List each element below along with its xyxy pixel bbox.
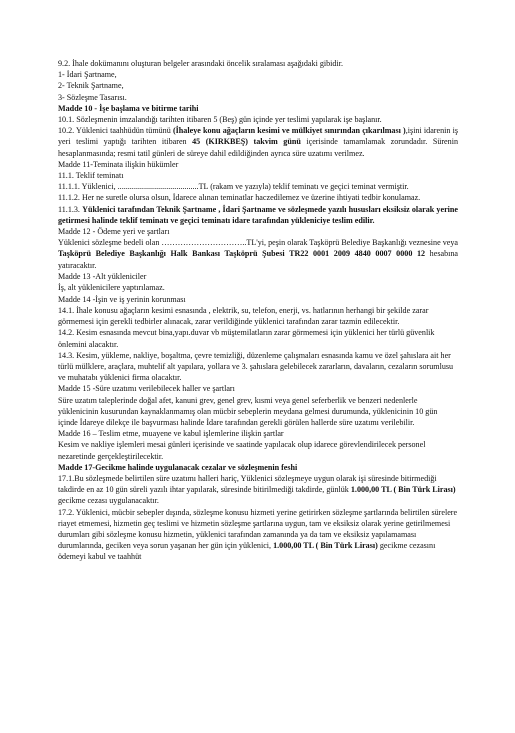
- text-run: Madde 16 – Teslim etme, muayene ve kabul işlemlerine ilişkin şartlar: [58, 429, 284, 439]
- text-run: 17.1.Bu sözleşmede belirtilen süre uzatımı halleri hariç, Yüklenici sözleşmeye uygun olarak işi süresinde bitirmediği takdirde en az 10 gün süreli yazılı ihtar yapılarak, süresinde bitirilmediği takdirde, günlük: [58, 474, 437, 495]
- text-run: ,işini idarenin iş yeri teslimi yaptığı tarihten itibaren: [58, 126, 458, 147]
- text-run: Süre uzatım taleplerinde doğal afet, kanuni grev, genel grev, kısmi veya genel seferberlik ve benzeri nedenlerle yüklenicinin kusurundan kaynaklanmamış olan mücbir sebeplerin meydana gelmesi durumunda, yüklenicinin 10 gün içinde İdareye dilekçe ile başvurması halinde İdare tarafından gerekli görülen hallerde süre uzatımı verilebilir.: [58, 395, 438, 427]
- text-run: gecikme cezasını ödemeyi kabul ve taahhüt: [58, 541, 436, 562]
- text-run: hesabına yatıracaktır.: [58, 249, 458, 270]
- text-run: Madde 11-Teminata ilişkin hükümler: [58, 159, 179, 169]
- text-run: 11.1.2. Her ne suretle olursa olsun, İdarece alınan teminatlar haczedilemez ve üzerine ihtiyati tedbir konulamaz.: [58, 193, 421, 203]
- list-item-idari-sartname: [58, 69, 458, 80]
- text-run: 10.1. Sözleşmenin imzalandığı tarihten itibaren 5 (Beş) gün içinde yer teslimi yapılarak işe başlanır.: [58, 115, 382, 125]
- paragraph-11-1-2: [58, 192, 458, 203]
- text-run: gecikme cezası uygulanacaktır.: [58, 496, 159, 506]
- bold-text-run: (İhaleye konu ağaçların kesimi ve mülkiyet sınırından çıkarılması ): [172, 126, 406, 136]
- heading-madde-15: [58, 383, 458, 394]
- paragraph-11-1-1: [58, 181, 458, 192]
- text-run: 14.2. Kesim esnasında mevcut bina,yapı.duvar vb müştemilatların zarar görmemesi için yüklenici her türlü güvenlik önlemini alacaktır.: [58, 328, 435, 349]
- heading-madde-11: [58, 159, 458, 170]
- text-run: Madde 12 - Ödeme yeri ve şartları: [58, 227, 170, 237]
- document-page: [58, 58, 458, 563]
- bold-text-run: Yüklenici tarafından Teknik Şartname , İdari Şartname ve sözleşmede yazılı hususları eksiksiz olarak yerine getirmesi halinde teklif teminatı ve geçici teminatı idare tarafından yükleniciye teslim edilir.: [58, 204, 459, 225]
- text-run: 1- İdari Şartname,: [58, 70, 117, 80]
- paragraph-14-3: [58, 350, 458, 384]
- paragraph-17-2: [58, 507, 458, 563]
- bold-text-run: Taşköprü Belediye Başkanlığı Halk Bankası Taşköprü Şubesi TR22 0001 2009 4840 0007 0000 12: [58, 249, 426, 259]
- heading-madde-10: [58, 103, 458, 114]
- bold-text-run: 1.000,00 TL ( Bin Türk Lirası): [350, 485, 456, 495]
- paragraph-10-2: [58, 125, 458, 159]
- heading-madde-12: [58, 226, 458, 237]
- text-run: 11.1.3.: [58, 204, 83, 214]
- paragraph-subcontractors: [58, 282, 458, 293]
- text-run: Madde 17-Gecikme halinde uygulanacak cezalar ve sözleşmenin feshi: [58, 462, 298, 472]
- paragraph-14-1: [58, 305, 458, 327]
- text-run: 2- Teknik Şartname,: [58, 81, 124, 91]
- text-run: Yüklenici sözleşme bedeli olan …………………………..TL'yi, peşin olarak Taşköprü Belediye Başkanlığı veznesine veya: [58, 238, 458, 248]
- text-run: Kesim ve nakliye işlemleri mesai günleri içerisinde ve saatinde yapılacak olup idarece görevlendirilecek personel nezaretinde gerçekleştirilecektir.: [58, 440, 426, 461]
- paragraph-9-2-precedence: [58, 58, 458, 69]
- text-run: Madde 13 -Alt yükleniciler: [58, 271, 147, 281]
- heading-madde-14: [58, 294, 458, 305]
- text-run: 14.3. Kesim, yükleme, nakliye, boşaltma, çevre temizliği, düzenleme çalışmaları esnasında kamu ve özel şahıslara ait her türlü mülklere, araçlara, muhtelif alt yapılara, yollara ve 3. şahıslara gelebilecek zararların, davaların, cezaların sorumlusu ve muhatabı yüklenici firma olacaktır.: [58, 350, 454, 383]
- paragraph-10-1: [58, 114, 458, 125]
- text-run: 17.2. Yüklenici, mücbir sebepler dışında, sözleşme konusu hizmeti yerine getirirken sözleşme şartlarında belirtilen sürelere riayet etmemesi, hizmetin geç teslimi ve hizmetin sözleşme şartlarına uygun, tam ve eksiksiz olarak yerine getirilmemesi durumları gibi sözleşme konusu hizmetin, yüklenici tarafından zamanında ya da tam ve eksiksiz yapılamaması durumlarında, geciken veya sorun yaşanan her gün için yüklenici,: [58, 507, 458, 551]
- paragraph-time-extension: [58, 395, 458, 429]
- text-run: Madde 15 -Süre uzatımı verilebilecek haller ve şartları: [58, 384, 235, 394]
- subheading-11-1: [58, 170, 458, 181]
- text-run: 9.2. İhale dokümanını oluşturan belgeler arasındaki öncelik sıralaması aşağıdaki gibidir.: [58, 59, 344, 68]
- text-run: İş, alt yüklenicilere yaptırılamaz.: [58, 283, 165, 293]
- heading-madde-17: [58, 462, 458, 473]
- paragraph-delivery: [58, 439, 458, 461]
- list-item-teknik-sartname: [58, 80, 458, 91]
- heading-madde-16: [58, 428, 458, 439]
- heading-madde-13: [58, 271, 458, 282]
- paragraph-17-1: [58, 473, 458, 507]
- text-run: 11.1.1. Yüklenici, ........................................TL (rakam ve yazıyla) teklif teminatı ve geçici teminat vermiştir.: [58, 182, 409, 192]
- text-run: içerisinde tamamlamak zorundadır. Sürenin hesaplanmasında; resmi tatil günleri de süreye dahil edildiğinden ayrıca süre uzatımı verilmez.: [58, 137, 458, 158]
- paragraph-14-2: [58, 327, 458, 349]
- text-run: 3- Sözleşme Tasarısı.: [58, 92, 127, 102]
- text-run: 14.1. İhale konusu ağaçların kesimi esnasında , elektrik, su, telefon, enerji, vs. hatlarının herhangi bir şekilde zarar görmemesi için gerekli tedbirler alınacak, zarar verildiğinde yüklenici tarafından zarar tazmin edilecektir.: [58, 305, 429, 327]
- bold-text-run: 45 (KIRKBEŞ) takvim günü: [192, 137, 301, 147]
- paragraph-11-1-3: [58, 204, 458, 226]
- list-item-sozlesme-tasarisi: [58, 92, 458, 103]
- text-run: Madde 14 -İşin ve iş yerinin korunması: [58, 294, 186, 304]
- text-run: Madde 10 - İşe başlama ve bitirme tarihi: [58, 103, 199, 113]
- text-run: 10.2. Yüklenici taahhüdün tümünü: [58, 126, 173, 136]
- bold-text-run: 1.000,00 TL ( Bin Türk Lirası): [273, 541, 378, 551]
- paragraph-payment: [58, 237, 458, 271]
- text-run: 11.1. Teklif teminatı: [58, 171, 124, 181]
